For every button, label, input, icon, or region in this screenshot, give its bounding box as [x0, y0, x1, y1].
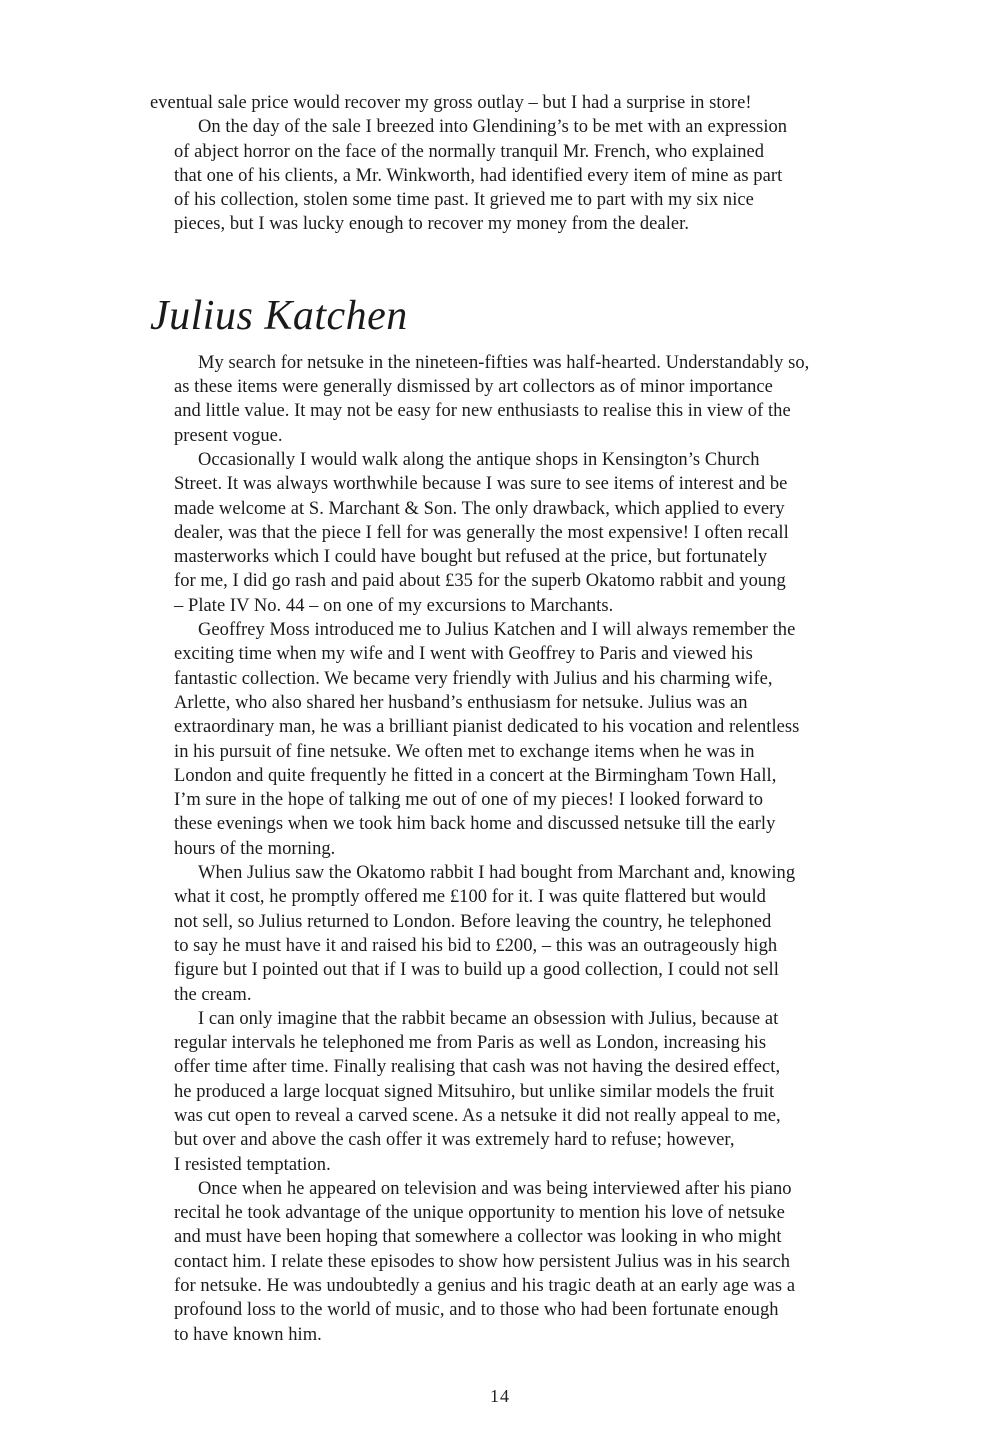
- text-line: London and quite frequently he fitted in a concert at the Birmingham Town Hall,: [174, 765, 777, 786]
- page-number: 14: [490, 1386, 510, 1406]
- text-line: I can only imagine that the rabbit became an obsession with Julius, because at: [198, 1008, 779, 1029]
- text-line: recital he took advantage of the unique opportunity to mention his love of netsuke: [174, 1203, 785, 1224]
- text-line: – Plate IV No. 44 – on one of my excursions to Marchants.: [174, 595, 614, 616]
- text-line: pieces, but I was lucky enough to recover my money from the dealer.: [174, 214, 690, 235]
- text-line: When Julius saw the Okatomo rabbit I had bought from Marchant and, knowing: [198, 863, 796, 884]
- text-line: My search for netsuke in the nineteen-fifties was half-hearted. Understandably so,: [198, 352, 810, 373]
- text-line: offer time after time. Finally realising that cash was not having the desired effect,: [174, 1057, 781, 1078]
- text-line: but over and above the cash offer it was extremely hard to refuse; however,: [174, 1130, 735, 1151]
- text-line: Geoffrey Moss introduced me to Julius Katchen and I will always remember the: [198, 620, 796, 641]
- text-line: to say he must have it and raised his bid to £200, – this was an outrageously high: [174, 935, 778, 956]
- body-paragraph-1: [150, 351, 875, 448]
- text-line: Once when he appeared on television and was being interviewed after his piano: [198, 1178, 792, 1199]
- text-line: and must have been hoping that somewhere a collector was looking in who might: [174, 1227, 782, 1248]
- text-line: for netsuke. He was undoubtedly a genius and his tragic death at an early age was a: [174, 1276, 796, 1297]
- intro-paragraph-2: [150, 115, 875, 236]
- text-line: of his collection, stolen some time past. It grieved me to part with my six nice: [174, 190, 754, 211]
- section-heading: Julius Katchen: [150, 292, 408, 339]
- text-line: to have known him.: [174, 1324, 322, 1345]
- text-line: the cream.: [174, 984, 252, 1005]
- body-paragraph-3: [150, 618, 875, 861]
- body-paragraph-4: [150, 861, 875, 1007]
- text-line: extraordinary man, he was a brilliant pianist dedicated to his vocation and relentless: [174, 717, 800, 738]
- text-line: masterworks which I could have bought but refused at the price, but fortunately: [174, 547, 768, 568]
- text-line: dealer, was that the piece I fell for was generally the most expensive! I often recall: [174, 522, 789, 543]
- text-line: as these items were generally dismissed by art collectors as of minor importance: [174, 377, 773, 398]
- text-line: Street. It was always worthwhile because I was sure to see items of interest and be: [174, 474, 788, 495]
- body-paragraph-6: [150, 1177, 875, 1347]
- text-line: was cut open to reveal a carved scene. As a netsuke it did not really appeal to me,: [174, 1105, 781, 1126]
- text-line: hours of the morning.: [174, 838, 336, 859]
- text-line: for me, I did go rash and paid about £35 for the superb Okatomo rabbit and young: [174, 571, 786, 592]
- body-paragraph-5: [150, 1007, 875, 1177]
- text-line: that one of his clients, a Mr. Winkworth, had identified every item of mine as part: [174, 165, 783, 186]
- body-paragraph-2: [150, 448, 875, 618]
- text-line: eventual sale price would recover my gross outlay – but I had a surprise in store!: [150, 93, 752, 113]
- text-line: exciting time when my wife and I went with Geoffrey to Paris and viewed his: [174, 644, 753, 665]
- text-line: in his pursuit of fine netsuke. We often met to exchange items when he was in: [174, 741, 755, 762]
- intro-paragraph-1: [150, 91, 875, 115]
- text-line: fantastic collection. We became very friendly with Julius and his charming wife,: [174, 668, 773, 689]
- text-line: regular intervals he telephoned me from Paris as well as London, increasing his: [174, 1033, 767, 1054]
- text-line: figure but I pointed out that if I was to build up a good collection, I could not sell: [174, 960, 779, 981]
- text-line: Occasionally I would walk along the antique shops in Kensington’s Church: [198, 449, 760, 470]
- text-line: not sell, so Julius returned to London. Before leaving the country, he telephoned: [174, 911, 772, 932]
- text-line: I resisted temptation.: [174, 1154, 331, 1175]
- text-line: of abject horror on the face of the normally tranquil Mr. French, who explained: [174, 141, 765, 162]
- text-line: I’m sure in the hope of talking me out of one of my pieces! I looked forward to: [174, 790, 764, 811]
- text-line: made welcome at S. Marchant & Son. The only drawback, which applied to every: [174, 498, 785, 519]
- text-line: present vogue.: [174, 425, 283, 446]
- text-line: these evenings when we took him back home and discussed netsuke till the early: [174, 814, 776, 835]
- text-line: he produced a large locquat signed Mitsuhiro, but unlike similar models the fruit: [174, 1081, 775, 1102]
- text-line: Arlette, who also shared her husband’s enthusiasm for netsuke. Julius was an: [174, 692, 748, 713]
- text-line: what it cost, he promptly offered me £100 for it. I was quite flattered but would: [174, 887, 766, 908]
- text-line: and little value. It may not be easy for new enthusiasts to realise this in view of the: [174, 401, 791, 422]
- text-line: On the day of the sale I breezed into Glendining’s to be met with an expression: [198, 117, 788, 138]
- text-line: profound loss to the world of music, and to those who had been fortunate enough: [174, 1300, 779, 1321]
- page-body: [150, 91, 875, 1347]
- text-line: contact him. I relate these episodes to show how persistent Julius was in his search: [174, 1251, 791, 1272]
